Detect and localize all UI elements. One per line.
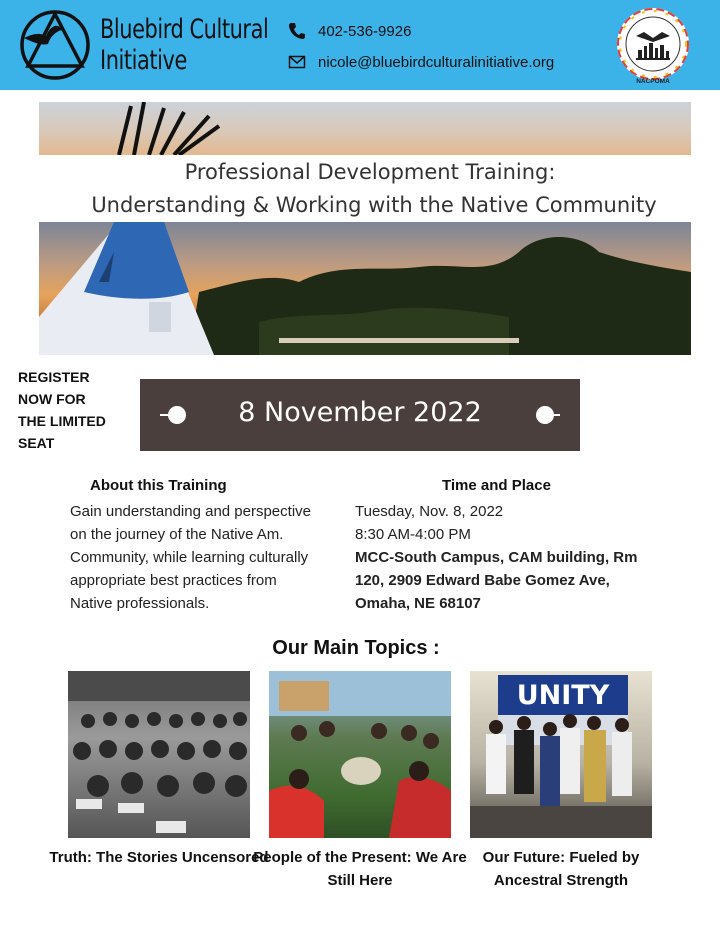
time-place-body xyxy=(355,500,665,615)
org-name: Bluebird Cultural Initiative xyxy=(100,14,269,76)
historical-classroom-photo xyxy=(68,671,250,838)
event-hours: 8:30 AM-4:00 PM xyxy=(355,526,471,543)
mail-icon xyxy=(288,53,306,71)
phone-number: 402-536-9926 xyxy=(318,22,412,40)
phone-icon xyxy=(288,22,306,40)
topic-caption: Our Future: Fueled by Ancestral Strength xyxy=(482,849,640,889)
sunset-tipi-illustration xyxy=(39,222,691,355)
unity-group-illustration xyxy=(470,671,652,838)
email-address: nicole@bluebirdculturalinitiative.org xyxy=(318,53,555,71)
topics-heading: Our Main Topics : xyxy=(272,637,440,659)
drum-circle-illustration xyxy=(269,671,451,838)
nacpoma-seal-icon xyxy=(614,6,692,86)
topic-caption: People of the Present: We Are Still Here xyxy=(253,849,467,889)
classroom-illustration xyxy=(68,671,250,838)
unity-youth-group-photo xyxy=(470,671,652,838)
time-place-heading: Time and Place xyxy=(442,477,551,494)
about-body: Gain understanding and perspective on the journey of the Native Am. Community, while learning culturally appropriate best practices from Native professionals. xyxy=(70,503,311,612)
powwow-drum-circle-photo xyxy=(269,671,451,838)
register-callout: REGISTER NOW FOR THE LIMITED SEAT xyxy=(18,369,106,451)
event-title-line1: Professional Development Training: xyxy=(184,160,556,184)
topic-caption: Truth: The Stories Uncensored xyxy=(49,849,269,866)
tipi-poles-photo xyxy=(39,102,691,155)
event-date: 8 November 2022 xyxy=(238,397,482,428)
event-title-line2: Understanding & Working with the Native Community xyxy=(91,193,657,217)
event-location: MCC-South Campus, CAM building, Rm 120, 2909 Edward Babe Gomez Ave, Omaha, NE 68107 xyxy=(355,549,638,612)
unity-banner-text: UNITY xyxy=(516,680,610,711)
about-heading: About this Training xyxy=(90,477,227,494)
tipi-poles-illustration xyxy=(39,102,691,155)
header-bar xyxy=(0,0,720,90)
email-contact[interactable] xyxy=(288,53,554,71)
event-day: Tuesday, Nov. 8, 2022 xyxy=(355,503,504,520)
phone-contact[interactable] xyxy=(288,22,411,40)
bluebird-logo-icon xyxy=(18,8,92,82)
date-banner xyxy=(140,379,580,451)
badge-label: NACPOMA xyxy=(636,78,670,85)
sunset-tipi-photo xyxy=(39,222,691,355)
